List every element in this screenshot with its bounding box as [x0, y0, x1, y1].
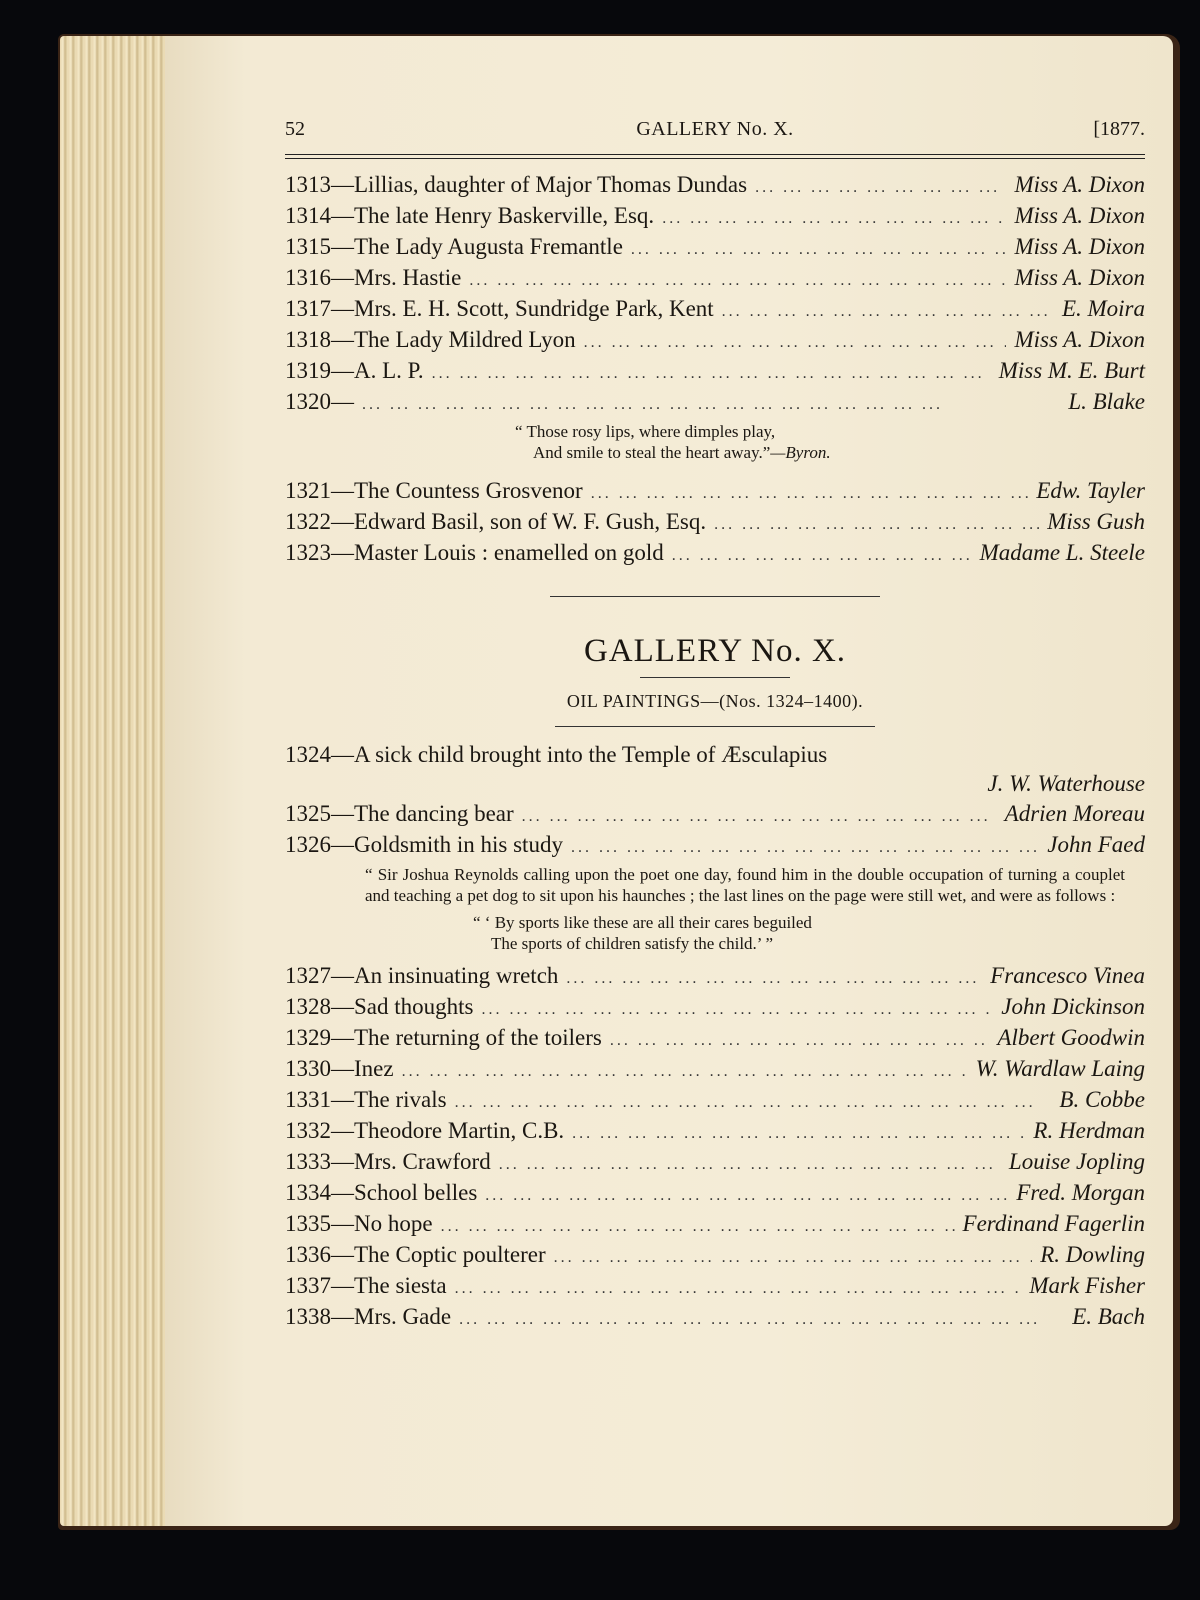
entry-artist: Mark Fisher	[1029, 1273, 1145, 1298]
entry-artist: Miss A. Dixon	[1014, 265, 1145, 290]
catalogue-entry	[285, 324, 1145, 355]
leader-dots	[469, 265, 1006, 296]
entry-artist: B. Cobbe	[1059, 1087, 1145, 1112]
leader-dots	[499, 1149, 1001, 1180]
catalogue-entry	[285, 1208, 1145, 1239]
entry-number: 1317	[285, 296, 331, 321]
entry-number: 1321	[285, 478, 331, 503]
leader-dots	[362, 389, 1060, 420]
entry-number: 1326	[285, 832, 331, 857]
entry-artist: Fred. Morgan	[1016, 1180, 1145, 1205]
entry-title: —The late Henry Baskerville, Esq.	[331, 203, 655, 228]
quote-line	[285, 442, 1145, 463]
leader-dots	[566, 963, 982, 994]
section-divider	[550, 596, 880, 597]
entry-number: 1327	[285, 963, 331, 988]
entry-number: 1323	[285, 540, 331, 565]
entry-artist: John Dickinson	[1001, 994, 1145, 1019]
entry-artist: Miss A. Dixon	[1014, 234, 1145, 259]
entry-artist: Louise Jopling	[1008, 1149, 1145, 1174]
catalogue-entry	[285, 262, 1145, 293]
section-rule	[555, 726, 875, 727]
entry-title: —The Coptic poulterer	[331, 1242, 546, 1267]
entry-artist: Miss A. Dixon	[1014, 203, 1145, 228]
catalogue-entry	[285, 798, 1145, 829]
leader-dots	[584, 327, 1007, 358]
page-edges	[60, 36, 170, 1526]
entry-title: —The Lady Mildred Lyon	[331, 327, 576, 352]
leader-dots	[441, 1211, 955, 1242]
entry-number: 1325	[285, 801, 331, 826]
entry-title: —Mrs. Hastie	[331, 265, 462, 290]
entry-list-b	[285, 475, 1145, 568]
entry-title: —Goldsmith in his study	[331, 832, 563, 857]
page-number: 52	[285, 118, 305, 140]
entry-artist: W. Wardlaw Laing	[975, 1056, 1145, 1081]
entry-number: 1335	[285, 1211, 331, 1236]
entry-title: —An insinuating wretch	[331, 963, 559, 988]
section-heading: OIL PAINTINGS—(Nos. 1324–1400).	[566, 691, 864, 711]
catalogue-entry	[285, 293, 1145, 324]
entry-number: 1314	[285, 203, 331, 228]
quote-line: “ Those rosy lips, where dimples play,	[515, 422, 776, 441]
entry-number: 1313	[285, 172, 331, 197]
leader-dots	[591, 478, 1029, 509]
entry-title: —Mrs. E. H. Scott, Sundridge Park, Kent	[331, 296, 714, 321]
running-year: [1877.	[1093, 118, 1145, 140]
entry-number: 1337	[285, 1273, 331, 1298]
entry-artist: Miss M. E. Burt	[998, 358, 1145, 383]
entry-artist: L. Blake	[1068, 389, 1145, 414]
entry-title: —Edward Basil, son of W. F. Gush, Esq.	[331, 509, 707, 534]
entry-number: 1338	[285, 1304, 331, 1329]
entry-artist: Edw. Tayler	[1036, 478, 1145, 503]
catalogue-entry	[285, 1022, 1145, 1053]
entry-number: 1331	[285, 1087, 331, 1112]
entry-artist: Miss Gush	[1047, 509, 1145, 534]
entry-number: 1316	[285, 265, 331, 290]
entry-number: 1328	[285, 994, 331, 1019]
entry-number: 1334	[285, 1180, 331, 1205]
entry-title: —The Countess Grosvenor	[331, 478, 583, 503]
entry-artist: Miss A. Dixon	[1014, 327, 1145, 352]
entry-artist: Adrien Moreau	[1004, 801, 1145, 826]
leader-dots	[755, 172, 1006, 203]
entry-title: —No hope	[331, 1211, 433, 1236]
quote-1320	[285, 421, 1145, 463]
entry-artist: R. Dowling	[1040, 1242, 1145, 1267]
entry-artist: John Faed	[1047, 832, 1145, 857]
entry-title: —The Lady Augusta Fremantle	[331, 234, 623, 259]
catalogue-entry	[285, 1270, 1145, 1301]
page-content	[285, 118, 1145, 1332]
leader-dots	[662, 203, 1006, 234]
catalogue-entry	[285, 960, 1145, 991]
catalogue-entry	[285, 1239, 1145, 1270]
leader-dots	[722, 296, 1054, 327]
entry-title: —Mrs. Gade	[331, 1304, 452, 1329]
leader-dots	[481, 994, 993, 1025]
catalogue-entry	[285, 1053, 1145, 1084]
entry-number: 1315	[285, 234, 331, 259]
catalogue-entry	[285, 991, 1145, 1022]
entry-title: —School belles	[331, 1180, 478, 1205]
entry-list-d	[285, 960, 1145, 1332]
entry-artist: E. Moira	[1061, 296, 1145, 321]
entry-title: —Sad thoughts	[331, 994, 474, 1019]
entry-number: 1318	[285, 327, 331, 352]
entry-number: 1324	[285, 742, 331, 767]
entry-number: 1320	[285, 389, 331, 414]
leader-dots	[522, 801, 997, 832]
entry-title: —A. L. P.	[331, 358, 424, 383]
leader-dots	[459, 1304, 1064, 1335]
catalogue-entry	[285, 739, 1145, 770]
entry-title: —The dancing bear	[331, 801, 514, 826]
entry-title: —A sick child brought into the Temple of Æsculapius	[331, 742, 828, 767]
running-head	[285, 118, 1145, 150]
entry-number: 1336	[285, 1242, 331, 1267]
entry-artist: Madame L. Steele	[979, 540, 1145, 565]
entry-artist: Albert Goodwin	[997, 1025, 1145, 1050]
catalogue-entry	[285, 169, 1145, 200]
entry-artist: E. Bach	[1072, 1304, 1145, 1329]
leader-dots	[714, 509, 1039, 540]
entry-artist: R. Herdman	[1033, 1118, 1145, 1143]
catalogue-entry	[285, 1301, 1145, 1332]
entry-title: —Master Louis : enamelled on gold	[331, 540, 664, 565]
leader-dots	[455, 1087, 1052, 1118]
catalogue-entry	[285, 1084, 1145, 1115]
entry-artist: Miss A. Dixon	[1014, 172, 1145, 197]
leader-dots	[610, 1025, 990, 1056]
catalogue-entry	[285, 200, 1145, 231]
leader-dots	[485, 1180, 1008, 1211]
catalogue-entry	[285, 1115, 1145, 1146]
entry-title: —The returning of the toilers	[331, 1025, 602, 1050]
entry-artist: Francesco Vinea	[990, 963, 1145, 988]
entry-number: 1322	[285, 509, 331, 534]
entry-number: 1329	[285, 1025, 331, 1050]
entry-title: —Mrs. Crawford	[331, 1149, 491, 1174]
entry-number: 1332	[285, 1118, 331, 1143]
running-title: GALLERY No. X.	[636, 118, 794, 140]
entry-number: 1319	[285, 358, 331, 383]
quote-paragraph: “ Sir Joshua Reynolds calling upon the poet one day, found him in the double occupation of turning a couplet and teaching a pet dog to sit upon his haunches ; the last lines on the page were still wet, and were as follows :	[365, 865, 1125, 905]
leader-dots	[571, 832, 1039, 863]
catalogue-entry	[285, 355, 1145, 386]
quote-verse: The sports of children satisfy the child.’ ”	[491, 934, 773, 953]
quote-attribution: —Byron.	[770, 443, 831, 462]
header-rule	[285, 154, 1145, 159]
entry-artist: J. W. Waterhouse	[987, 771, 1145, 796]
catalogue-entry	[285, 1177, 1145, 1208]
catalogue-entry	[285, 537, 1145, 568]
catalogue-entry	[285, 231, 1145, 262]
entry-number: 1333	[285, 1149, 331, 1174]
leader-dots	[554, 1242, 1033, 1273]
leader-dots	[672, 540, 972, 571]
entry-title: —	[331, 389, 354, 414]
entry-list-a	[285, 169, 1145, 417]
catalogue-entry	[285, 829, 1145, 860]
catalogue-entry	[285, 506, 1145, 537]
leader-dots	[455, 1273, 1022, 1304]
leader-dots	[432, 358, 991, 389]
gallery-heading: GALLERY No. X.	[583, 633, 847, 669]
entry-title: —The siesta	[331, 1273, 447, 1298]
entry-title: —Inez	[331, 1056, 394, 1081]
catalogue-entry	[285, 475, 1145, 506]
leader-dots	[572, 1118, 1025, 1149]
quote-verse: “ ‘ By sports like these are all their cares beguiled	[473, 913, 812, 932]
leader-dots	[631, 234, 1007, 265]
quote-text: And smile to steal the heart away.”	[533, 443, 771, 462]
entry-title: —Theodore Martin, C.B.	[331, 1118, 565, 1143]
leader-dots	[402, 1056, 968, 1087]
catalogue-entry	[285, 386, 1145, 417]
entry-title: —Lillias, daughter of Major Thomas Dundas	[331, 172, 748, 197]
quote-1326	[285, 864, 1145, 954]
heading-rule	[640, 677, 790, 678]
entry-artist: Ferdinand Fagerlin	[962, 1211, 1145, 1236]
entry-number: 1330	[285, 1056, 331, 1081]
entry-list-c	[285, 798, 1145, 860]
entry-title: —The rivals	[331, 1087, 447, 1112]
catalogue-entry	[285, 1146, 1145, 1177]
